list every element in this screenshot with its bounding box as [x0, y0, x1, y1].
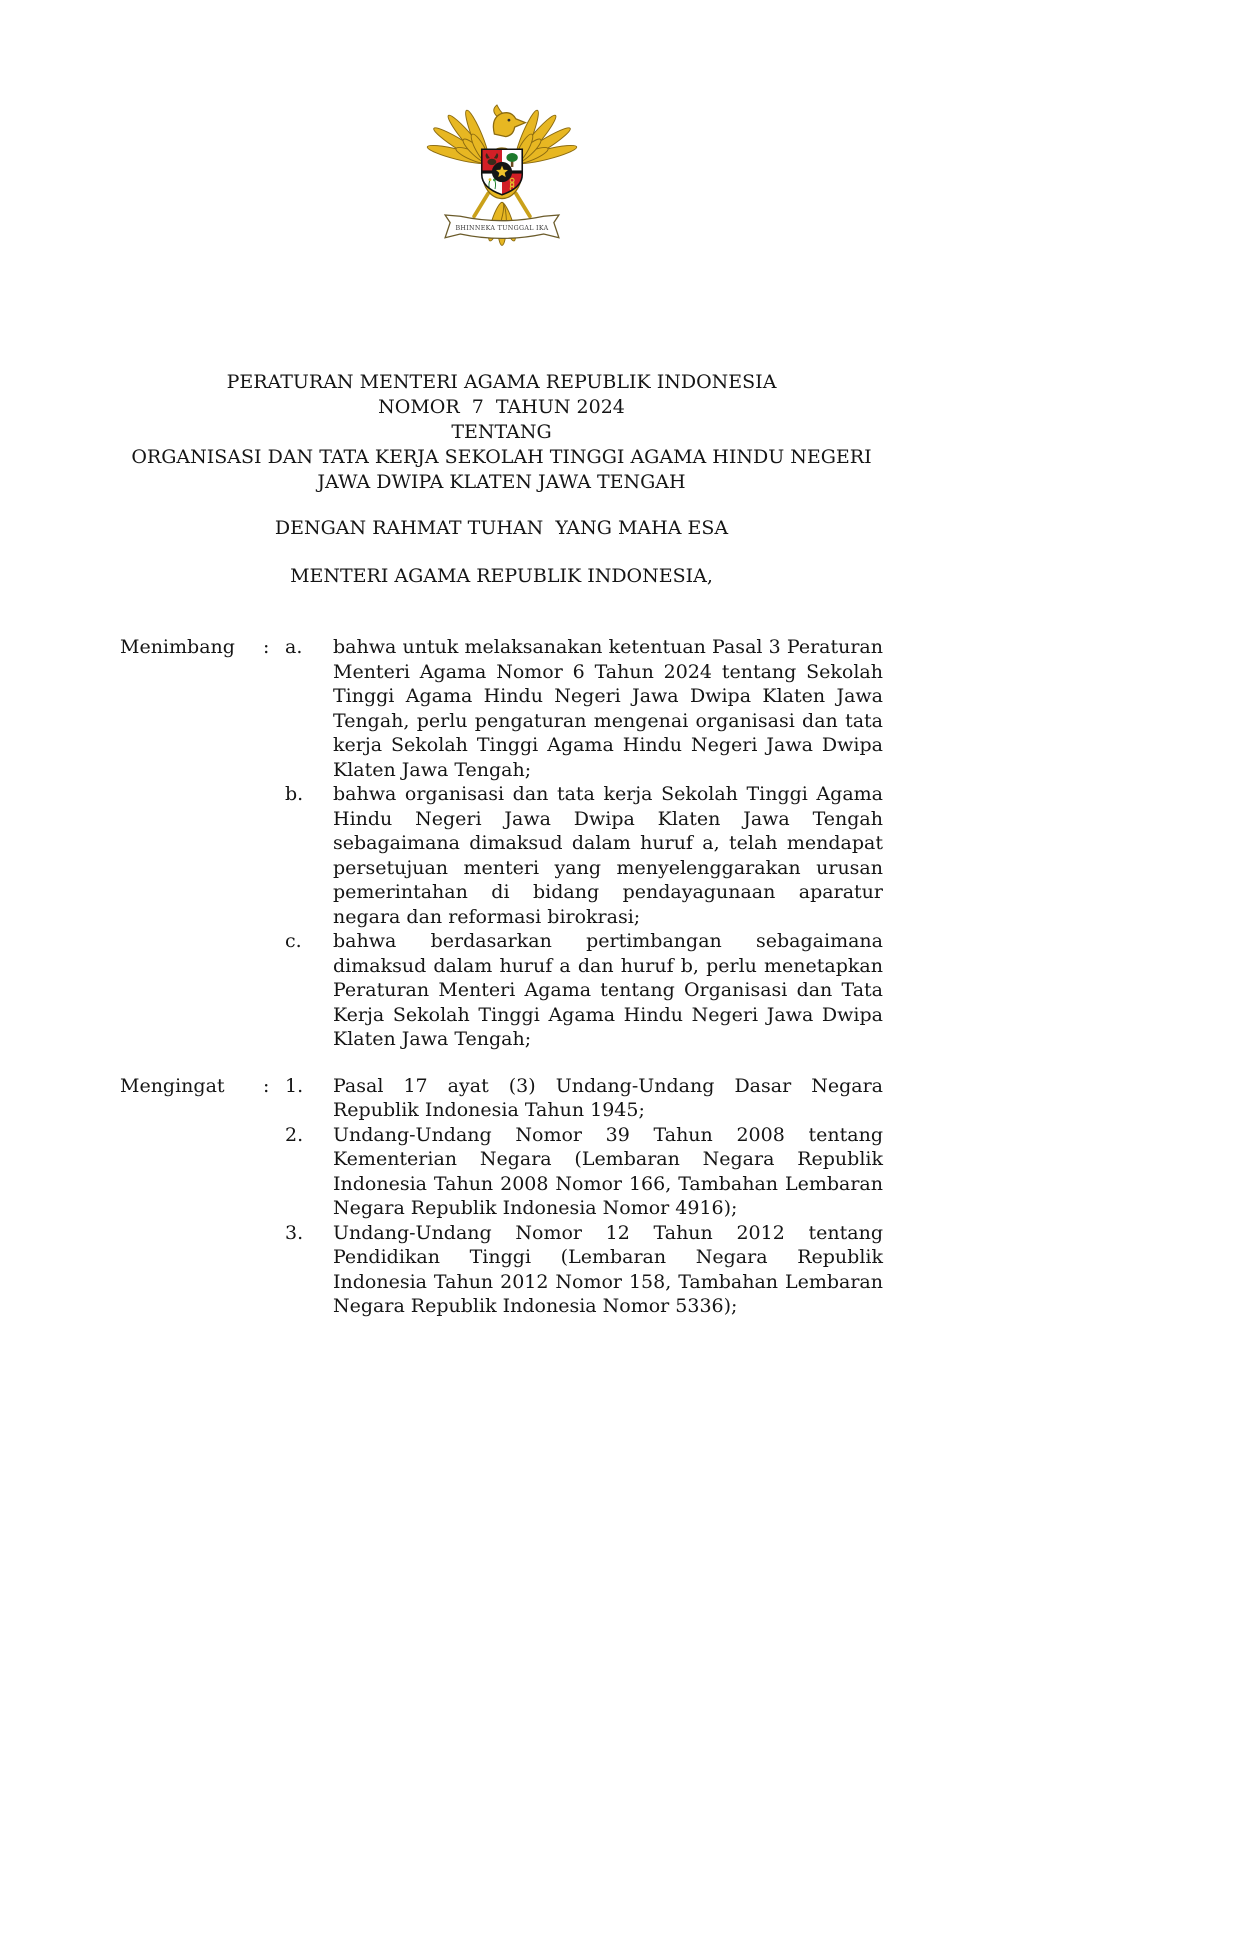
menimbang-section	[120, 635, 883, 1052]
menimbang-label: Menimbang	[120, 636, 235, 658]
regulation-number: NOMOR 7 TAHUN 2024	[378, 396, 625, 418]
regulation-subject-line1: ORGANISASI DAN TATA KERJA SEKOLAH TINGGI AGAMA HINDU NEGERI	[131, 446, 872, 468]
title-block	[120, 370, 883, 589]
item-marker: 1.	[285, 1074, 304, 1097]
regulation-title: PERATURAN MENTERI AGAMA REPUBLIK INDONESIA	[226, 371, 777, 393]
item-text: bahwa berdasarkan pertimbangan sebagaimana dimaksud dalam huruf a dan huruf b, perlu menetapkan Peraturan Menteri Agama tentang Organisasi dan Tata Kerja Sekolah Tinggi Agama Hindu Negeri Jawa Dwipa Klaten Jawa Tengah;	[333, 930, 883, 1050]
tentang-label: TENTANG	[451, 421, 552, 443]
menimbang-item-b	[120, 782, 883, 929]
emblem-container	[120, 0, 883, 258]
mengingat-item-2	[120, 1123, 883, 1221]
menimbang-colon: :	[263, 636, 270, 658]
mengingat-label: Mengingat	[120, 1074, 225, 1097]
item-marker: 2.	[285, 1123, 304, 1146]
authority-line: MENTERI AGAMA REPUBLIK INDONESIA,	[290, 565, 713, 587]
mengingat-colon: :	[263, 1074, 270, 1097]
menimbang-item-c	[120, 929, 883, 1052]
menimbang-item-a	[120, 635, 883, 782]
mengingat-item-3	[120, 1221, 883, 1319]
pancasila-shield-icon	[481, 149, 521, 195]
mengingat-section	[120, 1074, 883, 1319]
item-text: bahwa untuk melaksanakan ketentuan Pasal 3 Peraturan Menteri Agama Nomor 6 Tahun 2024 tentang Sekolah Tinggi Agama Hindu Negeri Jawa Dwipa Klaten Jawa Tengah, perlu pengaturan mengenai organisasi dan tata kerja Sekolah Tinggi Agama Hindu Negeri Jawa Dwipa Klaten Jawa Tengah;	[333, 636, 883, 781]
item-text: Undang-Undang Nomor 39 Tahun 2008 tentang Kementerian Negara (Lembaran Negara Republik Indonesia Tahun 2008 Nomor 166, Tambahan Lembaran Negara Republik Indonesia Nomor 4916);	[333, 1123, 883, 1219]
regulation-subject-line2: JAWA DWIPA KLATEN JAWA TENGAH	[317, 471, 686, 493]
item-marker: b.	[285, 783, 304, 805]
item-marker: a.	[285, 636, 303, 658]
item-marker: 3.	[285, 1221, 304, 1244]
invocation-line: DENGAN RAHMAT TUHAN YANG MAHA ESA	[274, 517, 729, 539]
garuda-pancasila-emblem	[426, 86, 578, 258]
item-text: bahwa organisasi dan tata kerja Sekolah Tinggi Agama Hindu Negeri Jawa Dwipa Klaten Jawa Tengah sebagaimana dimaksud dalam huruf a, telah mendapat persetujuan menteri yang menyelenggarakan urusan pemerintahan di bidang pendayagunaan aparatur negara dan reformasi birokrasi;	[333, 783, 883, 928]
preamble	[120, 635, 883, 1319]
motto-text: BHINNEKA TUNGGAL IKA	[454, 225, 549, 233]
mengingat-item-1	[120, 1074, 883, 1123]
item-text: Undang-Undang Nomor 12 Tahun 2012 tentang Pendidikan Tinggi (Lembaran Negara Republik Indonesia Tahun 2012 Nomor 158, Tambahan Lembaran Negara Republik Indonesia Nomor 5336);	[333, 1221, 883, 1317]
item-marker: c.	[285, 930, 302, 952]
garuda-head-icon	[493, 105, 525, 137]
item-text: Pasal 17 ayat (3) Undang-Undang Dasar Negara Republik Indonesia Tahun 1945;	[333, 1074, 883, 1121]
document-content	[120, 0, 883, 1319]
